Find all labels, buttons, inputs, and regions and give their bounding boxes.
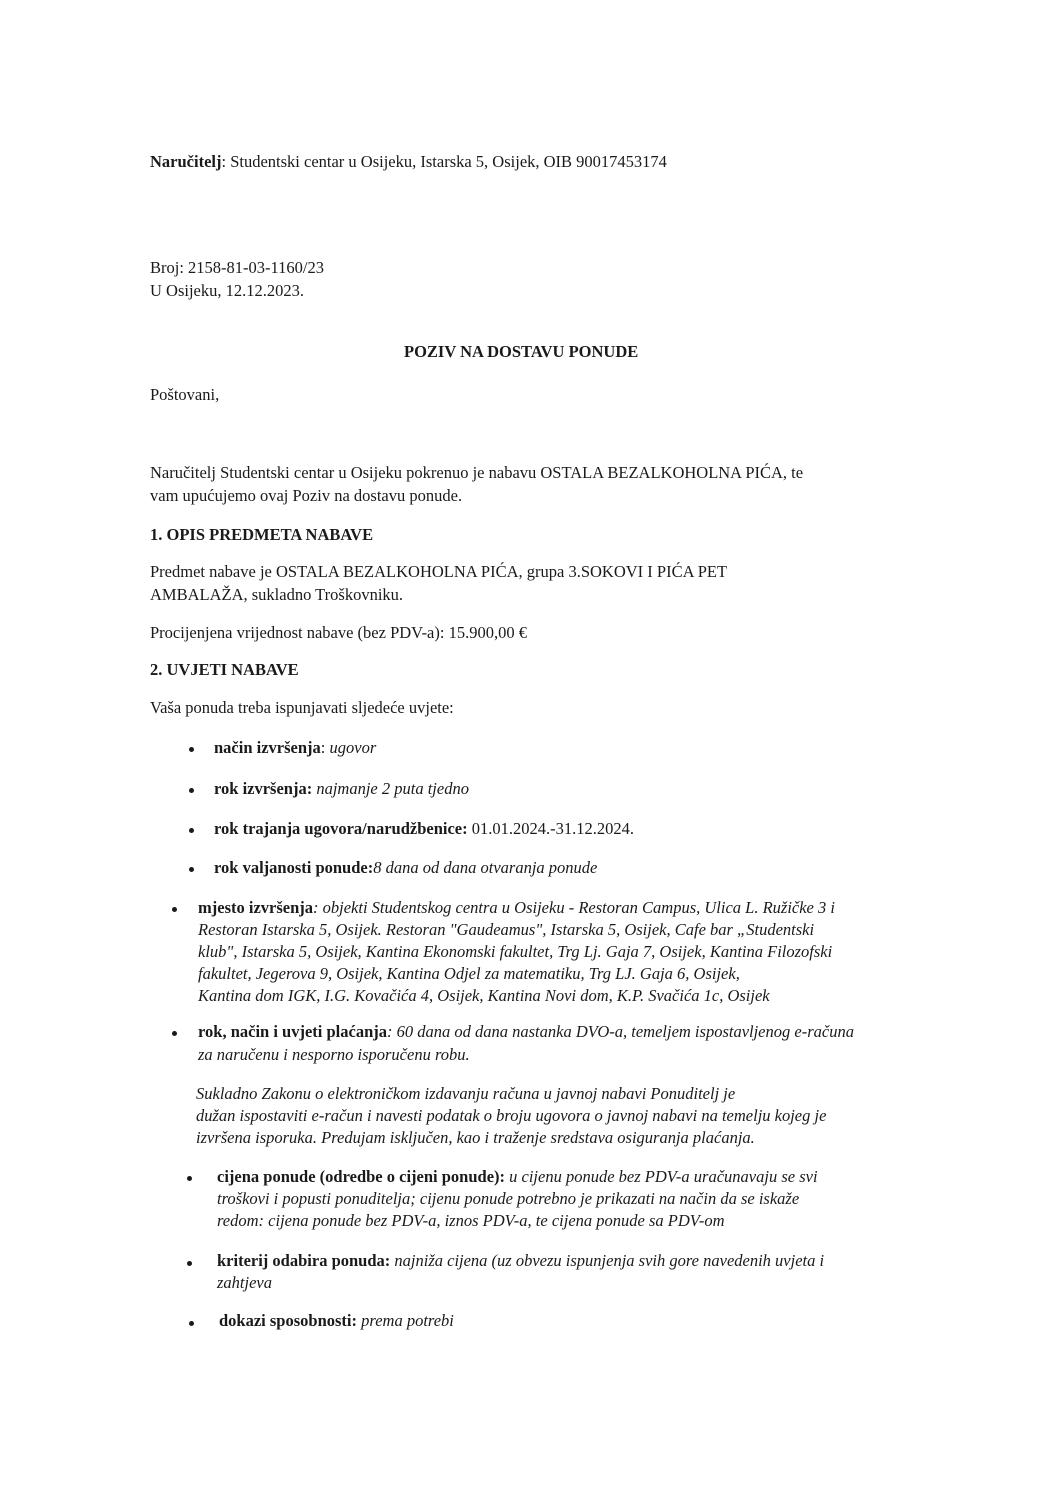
greeting: Poštovani, bbox=[150, 385, 220, 404]
list-item-rok-izvrsenja: rok izvršenja: najmanje 2 puta tjedno bbox=[214, 779, 469, 798]
section-2-intro: Vaša ponuda treba ispunjavati sljedeće uvjete: bbox=[150, 698, 454, 717]
document-date: U Osijeku, 12.12.2023. bbox=[150, 281, 304, 300]
section-1-line-1: Predmet nabave je OSTALA BEZALKOHOLNA PIĆA, grupa 3.SOKOVI I PIĆA PET bbox=[150, 562, 728, 581]
bullet-icon bbox=[189, 828, 194, 833]
list-item-rok-trajanja: rok trajanja ugovora/narudžbenice: 01.01.2024.-31.12.2024. bbox=[214, 819, 634, 838]
zakon-line-3: izvršena isporuka. Predujam isključen, kao i traženje sredstava osiguranja plaćanja. bbox=[196, 1128, 755, 1147]
bullet-icon bbox=[189, 1321, 194, 1326]
list-item-cijena-line-3: redom: cijena ponude bez PDV-a, iznos PDV-a, te cijena ponude sa PDV-om bbox=[217, 1211, 725, 1230]
list-item-kriterij-line-1: kriterij odabira ponuda: najniža cijena (uz obvezu ispunjenja svih gore navedenih uvjeta i bbox=[217, 1251, 825, 1270]
list-item-mjesto-line-2: Restoran Istarska 5, Osijek. Restoran "Gaudeamus", Istarska 5, Osijek, Cafe bar „Studentski bbox=[198, 920, 815, 939]
list-item-mjesto-line-3: klub", Istarska 5, Osijek, Kantina Ekonomski fakultet, Trg Lj. Gaja 7, Osijek, Kantina Filozofski bbox=[198, 942, 833, 961]
bullet-icon bbox=[187, 1261, 192, 1266]
bullet-icon bbox=[172, 1031, 177, 1036]
list-item-cijena-line-1: cijena ponude (odredbe o cijeni ponude): u cijenu ponude bez PDV-a uračunavaju se svi bbox=[217, 1167, 818, 1186]
document-number: Broj: 2158-81-03-1160/23 bbox=[150, 258, 324, 277]
narucitelj-text: : Studentski centar u Osijeku, Istarska 5, Osijek, OIB 90017453174 bbox=[221, 152, 667, 171]
section-2-heading: 2. UVJETI NABAVE bbox=[150, 660, 299, 679]
document-title: POZIV NA DOSTAVU PONUDE bbox=[404, 342, 639, 361]
bullet-icon bbox=[172, 907, 177, 912]
bullet-icon bbox=[187, 1176, 192, 1181]
list-item-placanje-line-1: rok, način i uvjeti plaćanja: 60 dana od dana nastanka DVO-a, temeljem ispostavljenog e-računa bbox=[198, 1022, 854, 1041]
intro-line-2: vam upućujemo ovaj Poziv na dostavu ponude. bbox=[150, 486, 463, 505]
bullet-icon bbox=[189, 788, 194, 793]
list-item-mjesto-line-1: mjesto izvršenja: objekti Studentskog centra u Osijeku - Restoran Campus, Ulica L. Ružičke 3 i bbox=[198, 898, 835, 917]
zakon-line-1: Sukladno Zakonu o elektroničkom izdavanju računa u javnoj nabavi Ponuditelj je bbox=[196, 1084, 736, 1103]
zakon-line-2: dužan ispostaviti e-račun i navesti podatak o broju ugovora o javnoj nabavi na temelju kojeg je bbox=[196, 1106, 827, 1125]
list-item-mjesto-line-4: fakultet, Jegerova 9, Osijek, Kantina Odjel za matematiku, Trg LJ. Gaja 6, Osijek, bbox=[198, 964, 740, 983]
section-1-line-2: AMBALAŽA, sukladno Troškovniku. bbox=[150, 585, 404, 604]
list-item-cijena-line-2: troškovi i popusti ponuditelja; cijenu ponude potrebno je prikazati na način da se iskaže bbox=[217, 1189, 800, 1208]
list-item-rok-valjanosti: rok valjanosti ponude:8 dana od dana otvaranja ponude bbox=[214, 858, 598, 877]
intro-line-1: Naručitelj Studentski centar u Osijeku pokrenuo je nabavu OSTALA BEZALKOHOLNA PIĆA, te bbox=[150, 463, 804, 482]
list-item-kriterij-line-2: zahtjeva bbox=[217, 1273, 272, 1292]
estimated-value: Procijenjena vrijednost nabave (bez PDV-a): 15.900,00 € bbox=[150, 623, 527, 642]
list-item-dokazi: dokazi sposobnosti: prema potrebi bbox=[219, 1311, 454, 1330]
list-item-placanje-line-2: za naručenu i nesporno isporučenu robu. bbox=[198, 1045, 470, 1064]
bullet-icon bbox=[189, 867, 194, 872]
section-1-heading: 1. OPIS PREDMETA NABAVE bbox=[150, 525, 374, 544]
bullet-icon bbox=[189, 747, 194, 752]
list-item-nacin: način izvršenja: ugovor bbox=[214, 738, 377, 757]
narucitelj-line bbox=[150, 152, 667, 172]
list-item-mjesto-line-5: Kantina dom IGK, I.G. Kovačića 4, Osijek, Kantina Novi dom, K.P. Svačića 1c, Osijek bbox=[198, 986, 770, 1005]
narucitelj-label: Naručitelj bbox=[150, 152, 222, 171]
